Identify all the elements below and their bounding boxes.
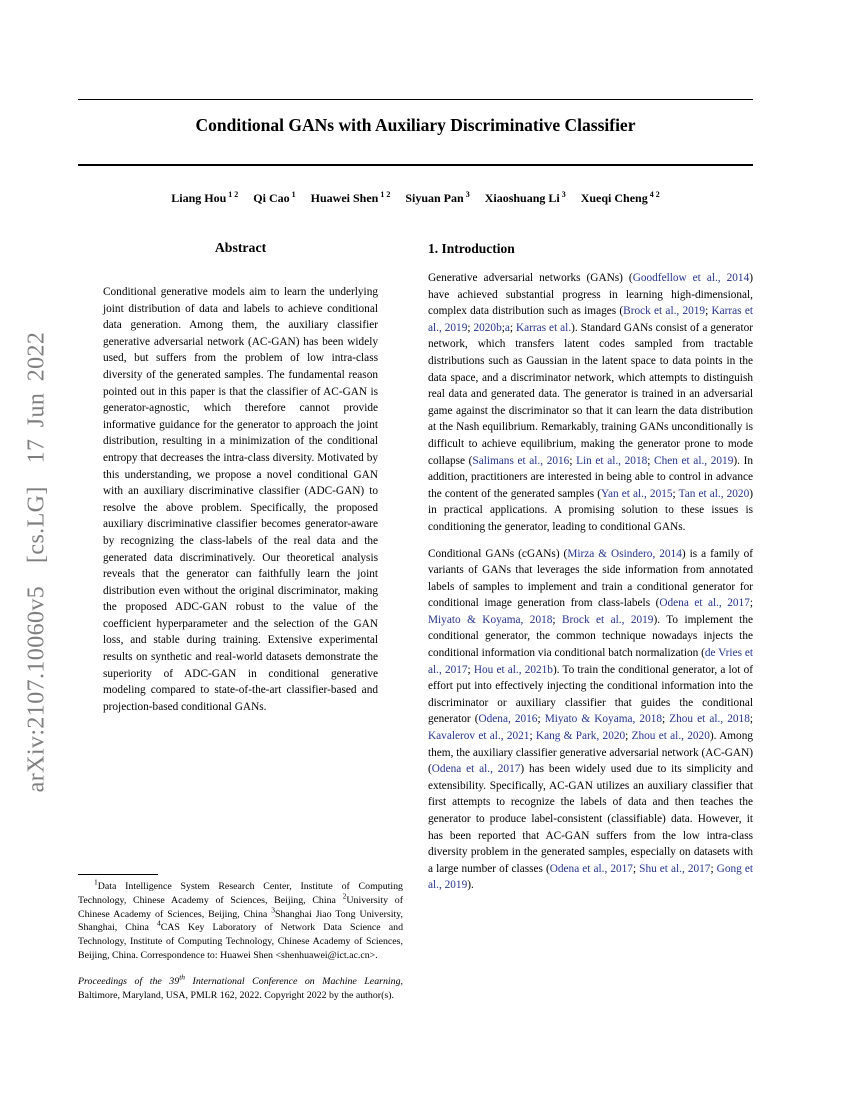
text-run: ; [705, 305, 712, 318]
text-run: ; [749, 713, 753, 726]
citation-link[interactable]: Odena et al., 2017 [549, 862, 633, 875]
text-run: Proceedings of the 39 [78, 976, 180, 988]
text-run: ; [537, 713, 545, 726]
citation-link[interactable]: Lin et al., 2018 [576, 454, 648, 467]
text-run: ) in practical applications. A promising solution to these issues is conditioning the generator, leading to conditional GANs. [428, 487, 753, 533]
citation-link[interactable]: Miyato & Koyama, 2018 [428, 613, 553, 626]
author-name: Xiaoshuang Li [484, 191, 560, 205]
author [485, 188, 566, 208]
footnote-rule [78, 874, 158, 875]
text-run: ) has been widely used due to its simplicity and extensibility. Specifically, AC-GAN utilizes an auxiliary classifier that first attempts to recognize the labels of data and then teaches the generator to produce label-consistent (classifiable) data. However, it has been reported that AC-GAN suffers from the low intra-class diversity problem in the generated samples, especially on datasets with a large number of classes ( [428, 763, 753, 875]
page-content [78, 0, 753, 1003]
text-run: ) is a family of variants of GANs that leverages the side information from annotated labels of samples to implement and train a conditional generator for conditional image generation from class-labels ( [428, 547, 753, 610]
superscript: 2 [342, 891, 347, 901]
text-run: ) have achieved substantial progress in learning high-dimensional, complex data distribution such as images ( [428, 272, 753, 318]
text-run: University of Chinese Academy of Sciences, Beijing, China [78, 894, 403, 920]
text-run: ; [467, 663, 474, 676]
author-affiliation-sup: 3 [561, 190, 566, 199]
text-run: , Baltimore, Maryland, USA, PMLR 162, 2022. Copyright 2022 by the author(s). [78, 976, 403, 1002]
citation-link[interactable]: Salimans et al., 2016 [472, 454, 570, 467]
text-run: ). To implement the conditional generator, the common technique nowadays injects the conditional information via conditional batch normalization ( [428, 613, 753, 660]
text-run: ; [467, 321, 474, 334]
proceedings-footnote [78, 972, 403, 1003]
citation-link[interactable]: Zhou et al., 2018 [669, 713, 750, 726]
citation-link[interactable]: de Vries et al., 2017 [428, 647, 753, 676]
title-rule-top [78, 99, 753, 100]
text-run: ; [529, 730, 536, 743]
text-run: ). [467, 879, 474, 892]
text-run: ). To train the conditional generator, a lot of effort put into effectively injecting the conditional information into the discriminator or auxiliary classifier that guides the conditional generator ( [428, 663, 753, 726]
arxiv-watermark: arXiv:2107.10060v5 [cs.LG] 17 Jun 2022 [23, 331, 50, 793]
citation-link[interactable]: Zhou et al., 2020 [631, 730, 710, 743]
author [581, 188, 660, 208]
author-affiliation-sup: 4 2 [649, 190, 660, 199]
author [311, 188, 391, 208]
text-run: Generative adversarial networks (GANs) ( [428, 272, 633, 284]
citation-link[interactable]: Gong et al., 2019 [428, 862, 753, 892]
author [171, 188, 238, 208]
author-name: Xueqi Cheng [580, 191, 648, 205]
citation-link[interactable]: Brock et al., 2019 [623, 305, 706, 318]
text-run: CAS Key Laboratory of Network Data Science and Technology, Institute of Computing Technology, Chinese Academy of Sciences, Beijing, China. Correspondence to: Huawei Shen <shenhuawei@ict.ac.cn>. [78, 922, 404, 962]
author-name: Liang Hou [171, 191, 227, 205]
citation-link[interactable]: Yan et al., 2015 [600, 487, 673, 500]
affiliation-footnote [78, 877, 404, 963]
citation-link[interactable]: Miyato & Koyama, 2018 [544, 713, 663, 726]
citation-link[interactable]: Odena et al., 2017 [659, 597, 750, 610]
superscript: 1 [94, 877, 98, 887]
citation-link[interactable]: Chen et al., 2019 [654, 454, 734, 467]
citation-link[interactable]: Kavalerov et al., 2021 [428, 730, 530, 743]
abstract-heading: Abstract [214, 240, 267, 255]
text-run: ; [749, 597, 753, 610]
text-run: ). In addition, practitioners are interested in being able to control in advance the content of the generated samples ( [428, 454, 753, 500]
intro-paragraph-1 [428, 270, 753, 536]
abstract-body: Conditional generative models aim to learn the underlying joint distribution of data and labels to achieve conditional data generation. Among them, the auxiliary classifier generative adversarial network (AC-GAN) has been widely used, but suffers from the problem of low intra-class diversity of the generated samples. The fundamental reason pointed out in this paper is that the classifier of AC-GAN is generator-agnostic, which therefore cannot provide informative guidance for the generator to approach the joint distribution, resulting in a minimization of the conditional entropy that decreases the intra-class diversity. Motivated by this understanding, we propose a novel conditional GAN with an auxiliary discriminative classifier (ADC-GAN) to resolve the above problem. Specifically, the proposed auxiliary discriminative classifier becomes generator-aware by recognizing the class-labels of the real data and the generated data discriminatively. Our theoretical analysis reveals that the generator can faithfully learn the joint distribution even without the original discriminator, making the proposed ADC-GAN robust to the value of the coefficient hyperparameter and the selection of the GAN loss, and stable during training. Extensive experimental results on synthetic and real-world datasets demonstrate the superiority of ADC-GAN in conditional generative modeling compared to state-of-the-art classifier-based and projection-based conditional GANs. [103, 286, 378, 713]
title-rule-bottom [78, 164, 753, 166]
author-list [78, 188, 753, 208]
citation-link[interactable]: Tan et al., 2020 [678, 487, 750, 500]
text-run: ; [647, 454, 655, 467]
citation-link[interactable]: a [504, 321, 510, 334]
text-run: ; [625, 730, 632, 743]
citation-link[interactable]: Karras et al., 2019 [428, 305, 753, 334]
author-name: Huawei Shen [310, 191, 379, 205]
text-run: Conditional GANs (cGANs) ( [428, 547, 568, 560]
right-column [428, 238, 753, 1003]
superscript: 3 [271, 905, 275, 915]
intro-paragraph-2 [428, 546, 753, 894]
author-affiliation-sup: 1 [291, 190, 296, 199]
text-run: Data Intelligence System Research Center, Institute of Computing Technology, Chinese Academy of Sciences, Beijing, China [78, 880, 403, 906]
citation-link[interactable]: Hou et al., 2021b [473, 663, 553, 676]
text-run: ; [672, 487, 679, 500]
text-run: ; [501, 321, 505, 334]
section-heading-introduction: 1. Introduction [428, 241, 515, 256]
text-run: ; [552, 613, 562, 626]
text-run: ; [662, 713, 670, 726]
author-affiliation-sup: 1 2 [228, 190, 239, 199]
text-run: ; [632, 862, 640, 875]
text-run: ; [569, 454, 577, 467]
paper-title: Conditional GANs with Auxiliary Discriminative Classifier [195, 115, 636, 135]
citation-link[interactable]: Goodfellow et al., 2014 [632, 272, 750, 284]
author-affiliation-sup: 3 [465, 190, 470, 199]
author [405, 188, 469, 208]
text-run: ). Standard GANs consist of a generator network, which transfers latent codes sampled from tractable distributions such as Gaussian in the latent space to data points in the data space, and a discriminator network, which attempts to distinguish real data and generated data. The generator is trained in an adversarial game against the discriminator so that it can learn the data distribution at the Nash equilibrium. Remarkably, training GANs unconditionally is difficult to achieve equilibrium, making the generator prone to mode collapse ( [428, 321, 753, 467]
text-run: ). Among them, the auxiliary classifier generative adversarial network (AC-GAN) ( [428, 730, 754, 776]
text-run: ; [710, 862, 717, 875]
author-name: Qi Cao [253, 191, 290, 205]
citation-link[interactable]: Mirza & Osindero, 2014 [567, 547, 682, 560]
citation-link[interactable]: Kang & Park, 2020 [535, 730, 626, 743]
footnote-block [78, 874, 403, 1003]
two-column-body [78, 238, 753, 1003]
text-run: Shanghai Jiao Tong University, Shanghai, China [78, 908, 404, 934]
citation-link[interactable]: Odena, 2016 [478, 713, 538, 726]
citation-link[interactable]: Karras et al. [515, 321, 572, 334]
citation-link[interactable]: Odena et al., 2017 [431, 763, 521, 776]
superscript: th [179, 972, 186, 982]
citation-link[interactable]: 2020b [473, 321, 502, 334]
superscript: 4 [156, 919, 161, 929]
author-name: Siyuan Pan [405, 191, 464, 205]
citation-link[interactable]: Brock et al., 2019 [561, 613, 654, 626]
author [253, 188, 295, 208]
citation-link[interactable]: Shu et al., 2017 [639, 862, 711, 875]
left-column [78, 238, 403, 1003]
text-run: ; [509, 321, 516, 334]
text-run: International Conference on Machine Learning [185, 976, 401, 988]
author-affiliation-sup: 1 2 [380, 190, 391, 199]
